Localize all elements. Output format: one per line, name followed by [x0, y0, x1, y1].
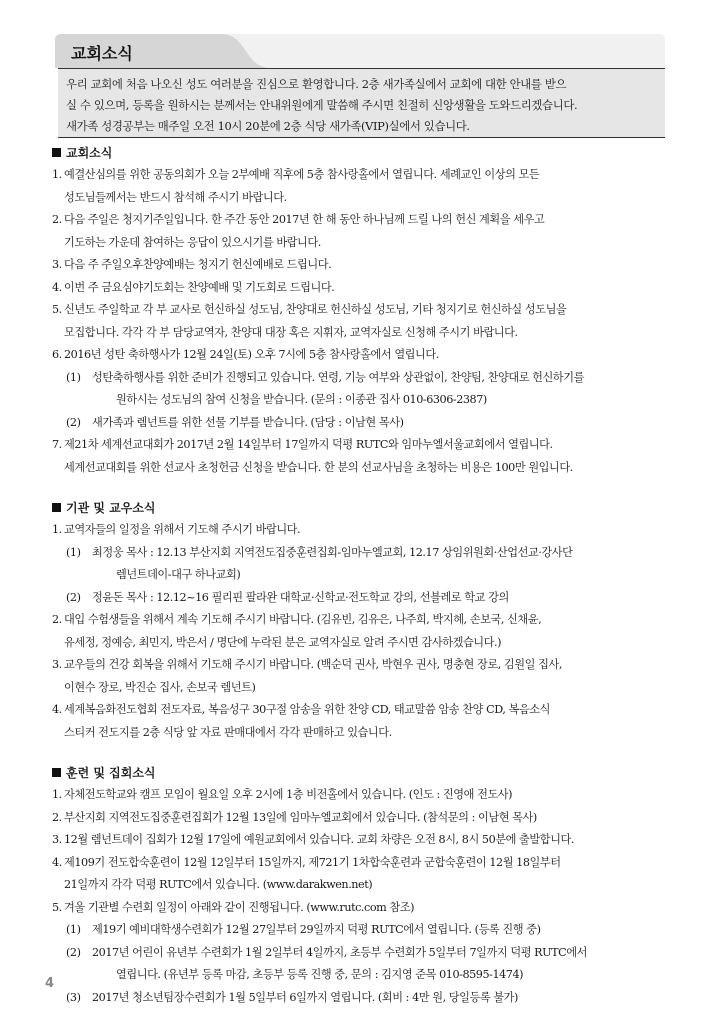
sub-list-item: (1) 성탄축하행사를 위한 준비가 진행되고 있습니다. 연령, 기능 여부와 상관없이, 찬양팀, 찬양대로 헌신하기를 원하시는 성도님의 참여 신청을 받습니다. (문의 : 이종관 집사 010-6306-2387) [66, 370, 584, 406]
list-item: 5. 신년도 주일학교 각 부 교사로 헌신하실 성도님, 찬양대로 헌신하실 성도님, 기타 청지기로 헌신하실 성도님을 모집합니다. 각각 각 부 담당교역자, 찬양대 대장 혹은 지휘자, 교역자실로 신청해 주시기 바랍니다. [52, 303, 567, 339]
welcome-line-3: 새가족 성경공부는 매주일 오전 10시 20분에 2층 식당 새가족(VIP)실에서 있습니다. [66, 119, 470, 133]
welcome-line-2: 실 수 있으며, 등록을 원하시는 분께서는 안내위원에게 말씀해 주시면 친절히 신앙생활을 도와드리겠습니다. [66, 98, 578, 112]
spacer [52, 744, 672, 763]
square-bullet-icon [52, 148, 61, 157]
section-title-org-news: 기관 및 교우소식 [52, 498, 672, 519]
list-item: 5. 겨울 기관별 수련회 일정이 아래와 같이 진행됩니다. (www.rutc.com 참조) [52, 900, 415, 914]
square-bullet-icon [52, 768, 61, 777]
square-bullet-icon [52, 503, 61, 512]
list-item: 3. 12월 렘넌트데이 집회가 12월 17일에 예원교회에서 있습니다. 교회 차량은 오전 8시, 8시 50분에 출발합니다. [52, 833, 574, 846]
header-tab-shape [55, 34, 665, 68]
sub-list-item: (2) 정윤돈 목사 : 12.12~16 필리핀 팔라완 대학교·신학교·전도학교 강의, 선블레로 학교 강의 [66, 590, 509, 604]
list-item: 4. 세계복음화전도협회 전도자료, 복음성구 30구절 암송을 위한 찬양 CD, 태교말씀 암송 찬양 CD, 복음소식 스티커 전도지를 2층 식당 앞 자료 판매대에서 각각 판매하고 있습니다. [52, 703, 550, 739]
list-item: 2. 부산지회 지역전도집중훈련집회가 12월 13일에 임마누엘교회에서 있습니다. (참석문의 : 이남현 목사) [52, 810, 537, 824]
list-item: 2. 대입 수험생들을 위해서 계속 기도해 주시기 바랍니다. (김유빈, 김유은, 나주희, 박지혜, 손보국, 신채윤, 유세정, 정예승, 최민지, 박은서 / 명단에 누락된 분은 교역자실로 알려 주시면 감사하겠습니다.) [52, 613, 542, 649]
sub-list-item: (2) 새가족과 렘넌트를 위한 선물 기부를 받습니다. (담당 : 이남현 목사) [66, 415, 404, 429]
section-title-church-news: 교회소식 [52, 143, 672, 164]
news-content [52, 143, 672, 1009]
list-item: 7. 제21차 세계선교대회가 2017년 2월 14일부터 17일까지 덕평 RUTC와 임마누엘서울교회에서 열립니다. 세계선교대회를 위한 선교사 초청헌금 신청을 받습니다. 한 분의 선교사님을 초청하는 비용은 100만 원입니다. [52, 438, 573, 474]
list-item: 1. 자체전도학교와 캠프 모임이 월요일 오후 2시에 1층 비전홀에서 있습니다. (인도 : 진영애 전도사) [52, 788, 513, 801]
section-header [55, 34, 665, 68]
list-item: 3. 교우들의 건강 회복을 위해서 기도해 주시기 바랍니다. (백순덕 권사, 박현우 권사, 명충현 장로, 김원일 집사, 이현수 장로, 박진순 집사, 손보국 렘넌트) [52, 658, 562, 694]
sub-list-item: (1) 최정웅 목사 : 12.13 부산지회 지역전도집중훈련집회-임마누엘교회, 12.17 상임위원회·산업선교·강사단 렘넌트데이-대구 하나교회) [66, 545, 573, 581]
header-title: 교회소식 [71, 44, 133, 63]
list-item: 2. 다음 주일은 청지기주일입니다. 한 주간 동안 2017년 한 해 동안 하나님께 드릴 나의 헌신 계획을 세우고 기도하는 가운데 참여하는 응답이 있으시기를 바랍니다. [52, 213, 545, 249]
list-item: 1. 교역자들의 일정을 위해서 기도해 주시기 바랍니다. [52, 523, 301, 536]
page-number: 4 [45, 976, 55, 991]
list-item: 1. 예결산심의를 위한 공동의회가 오늘 2부예배 직후에 5층 참사랑홀에서 열립니다. 세례교인 이상의 모든 성도님들께서는 반드시 참석해 주시기 바랍니다. [52, 168, 540, 204]
sub-list-item: (2) 2017년 어린이 유년부 수련회가 1월 2일부터 4일까지, 초등부 수련회가 5일부터 7일까지 덕평 RUTC에서 열립니다. (유년부 등록 마감, 초등부 등록 진행 중, 문의 : 김지영 준목 010-8595-1474) [66, 945, 587, 981]
spacer [52, 479, 672, 498]
sub-list-item: (3) 2017년 청소년팀장수련회가 1월 5일부터 6일까지 열립니다. (회비 : 4만 원, 당일등록 불가) [66, 990, 518, 1004]
section-title-training-news: 훈련 및 집회소식 [52, 763, 672, 784]
welcome-notice-box [58, 68, 665, 138]
list-item: 4. 이번 주 금요심야기도회는 찬양예배 및 기도회로 드립니다. [52, 280, 335, 294]
list-item: 6. 2016년 성탄 축하행사가 12월 24일(토) 오후 7시에 5층 참사랑홀에서 열립니다. [52, 348, 439, 361]
list-item: 3. 다음 주 주일오후찬양예배는 청지기 헌신예배로 드립니다. [52, 258, 332, 271]
list-item: 4. 제109기 전도합숙훈련이 12월 12일부터 15일까지, 제721기 1차합숙훈련과 군합숙훈련이 12월 18일부터 21일까지 각각 덕평 RUTC에서 있습니다. (www.darakwen.net) [52, 855, 561, 891]
sub-list-item: (1) 제19기 예비대학생수련회가 12월 27일부터 29일까지 덕평 RUTC에서 열립니다. (등록 진행 중) [66, 923, 541, 936]
welcome-line-1: 우리 교회에 처음 나오신 성도 여러분을 진심으로 환영합니다. 2층 새가족실에서 교회에 대한 안내를 받으 [66, 77, 567, 91]
